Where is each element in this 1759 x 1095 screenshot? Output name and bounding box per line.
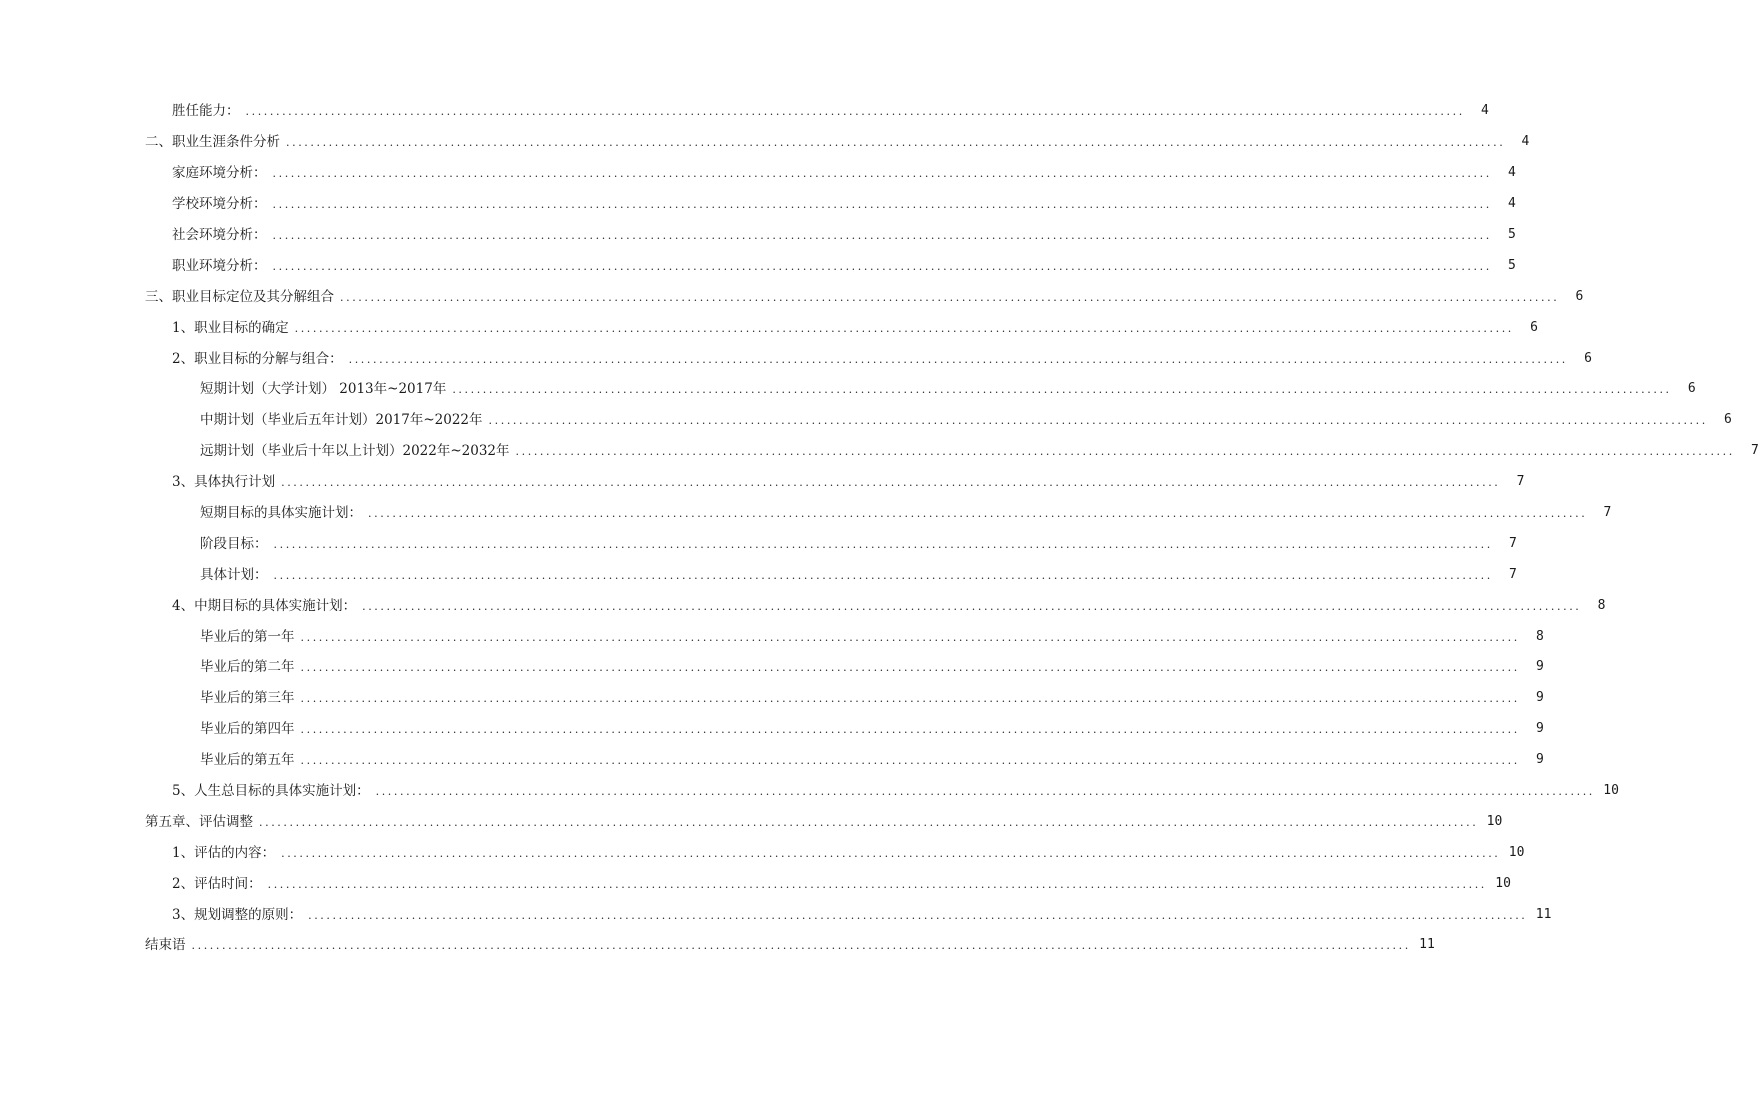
toc-entry-page-number: 9 <box>1536 721 1544 737</box>
toc-entry-page-number: 6 <box>1687 381 1696 397</box>
toc-entry-title: 具体计划： <box>200 566 268 583</box>
toc-entry-page-number: 7 <box>1516 474 1525 490</box>
toc-entry[interactable] <box>0 127 1530 158</box>
toc-entry[interactable] <box>0 467 1525 498</box>
toc-entry-page-number: 4 <box>1481 103 1489 119</box>
dot-leader: ........................................................................................................................................................................................................ <box>286 136 1506 150</box>
dot-leader: ........................................................................................................................................................................................................ <box>273 537 1493 551</box>
dot-leader: ........................................................................................................................................................................................................ <box>515 445 1735 459</box>
toc-entry[interactable] <box>0 837 1525 868</box>
toc-entry[interactable] <box>0 528 1517 559</box>
toc-entry-page-number: 5 <box>1508 257 1516 273</box>
toc-entry-title: 阶段目标： <box>200 535 268 552</box>
toc-entry[interactable] <box>0 652 1544 683</box>
toc-entry-page-number: 7 <box>1509 535 1517 551</box>
dot-leader: ........................................................................................................................................................................................................ <box>273 568 1493 582</box>
toc-entry-title: 结束语 <box>145 937 186 954</box>
toc-entry[interactable] <box>0 436 1759 467</box>
dot-leader: ........................................................................................................................................................................................................ <box>272 167 1492 181</box>
dot-leader: ........................................................................................................................................................................................................ <box>245 105 1465 119</box>
toc-entry[interactable] <box>0 374 1696 405</box>
toc-entry-page-number: 9 <box>1536 752 1544 768</box>
dot-leader: ........................................................................................................................................................................................................ <box>191 939 1411 953</box>
toc-entry-title: 毕业后的第二年 <box>200 659 295 676</box>
toc-entry-page-number: 9 <box>1536 659 1544 675</box>
dot-leader: ........................................................................................................................................................................................................ <box>308 908 1528 922</box>
toc-entry-page-number: 5 <box>1508 227 1516 242</box>
dot-leader: ........................................................................................................................................................................................................ <box>272 198 1492 212</box>
toc-entry-title: 二、职业生涯条件分析 <box>145 134 280 151</box>
dot-leader: ........................................................................................................................................................................................................ <box>452 383 1672 397</box>
dot-leader: ........................................................................................................................................................................................................ <box>300 692 1520 706</box>
toc-entry-page-number: 4 <box>1508 165 1516 181</box>
toc-entry[interactable] <box>0 776 1619 807</box>
toc-entry[interactable] <box>0 590 1606 621</box>
toc-entry-title: 5、人生总目标的具体实施计划： <box>172 783 370 800</box>
toc-entry-page-number: 11 <box>1419 937 1435 953</box>
toc-entry-page-number: 4 <box>1521 134 1530 150</box>
toc-entry-page-number: 7 <box>1509 566 1517 582</box>
toc-entry-title: 2、职业目标的分解与组合： <box>172 350 343 367</box>
toc-entry-title: 毕业后的第三年 <box>200 690 295 707</box>
toc-entry-title: 毕业后的第一年 <box>200 628 295 645</box>
toc-entry-page-number: 10 <box>1603 783 1619 799</box>
toc-entry-page-number: 6 <box>1724 412 1732 428</box>
dot-leader: ........................................................................................................................................................................................................ <box>300 754 1520 768</box>
dot-leader: ........................................................................................................................................................................................................ <box>281 846 1501 860</box>
toc-entry-title: 1、职业目标的确定 <box>172 319 289 336</box>
toc-entry[interactable] <box>0 158 1516 189</box>
toc-entry-title: 4、中期目标的具体实施计划： <box>172 597 357 614</box>
toc-entry[interactable] <box>0 312 1538 343</box>
toc-entry[interactable] <box>0 899 1552 930</box>
toc-entry[interactable] <box>0 683 1544 714</box>
toc-entry-page-number: 10 <box>1495 875 1511 891</box>
toc-entry[interactable] <box>0 343 1592 374</box>
toc-entry-title: 短期目标的具体实施计划： <box>200 505 362 522</box>
toc-entry-title: 短期计划（大学计划） 2013年~2017年 <box>200 381 447 398</box>
toc-entry-page-number: 6 <box>1575 288 1584 304</box>
dot-leader: ........................................................................................................................................................................................................ <box>259 815 1479 829</box>
toc-entry-page-number: 10 <box>1486 813 1503 829</box>
dot-leader: ........................................................................................................................................................................................................ <box>362 599 1582 613</box>
table-of-contents <box>0 96 1759 961</box>
dot-leader: ........................................................................................................................................................................................................ <box>375 785 1595 799</box>
dot-leader: ........................................................................................................................................................................................................ <box>281 476 1501 490</box>
toc-entry[interactable] <box>0 806 1503 837</box>
dot-leader: ........................................................................................................................................................................................................ <box>340 290 1560 304</box>
dot-leader: ........................................................................................................................................................................................................ <box>272 229 1492 242</box>
dot-leader: ........................................................................................................................................................................................................ <box>368 507 1588 521</box>
toc-entry-title: 1、评估的内容： <box>172 844 276 861</box>
toc-entry-title: 远期计划（毕业后十年以上计划）2022年~2032年 <box>200 443 510 460</box>
toc-entry[interactable] <box>0 498 1612 529</box>
toc-entry[interactable] <box>0 250 1516 281</box>
toc-entry-title: 第五章、评估调整 <box>145 813 253 830</box>
toc-entry[interactable] <box>0 745 1544 776</box>
dot-leader: ........................................................................................................................................................................................................ <box>300 723 1520 737</box>
toc-entry[interactable] <box>0 220 1516 251</box>
toc-entry-page-number: 9 <box>1536 690 1544 706</box>
dot-leader: ........................................................................................................................................................................................................ <box>300 630 1520 644</box>
toc-entry-page-number: 6 <box>1530 319 1538 335</box>
dot-leader: ........................................................................................................................................................................................................ <box>267 877 1487 891</box>
dot-leader: ........................................................................................................................................................................................................ <box>294 321 1514 335</box>
toc-entry-title: 2、评估时间： <box>172 875 262 892</box>
dot-leader: ........................................................................................................................................................................................................ <box>300 661 1520 675</box>
dot-leader: ........................................................................................................................................................................................................ <box>272 259 1492 273</box>
dot-leader: ........................................................................................................................................................................................................ <box>348 352 1568 366</box>
toc-entry[interactable] <box>0 96 1489 127</box>
dot-leader: ........................................................................................................................................................................................................ <box>488 414 1708 428</box>
toc-entry-title: 家庭环境分析： <box>172 165 267 182</box>
toc-entry-title: 3、规划调整的原则： <box>172 906 303 923</box>
toc-entry-page-number: 7 <box>1751 443 1759 459</box>
toc-entry-page-number: 4 <box>1508 196 1516 212</box>
toc-entry-title: 中期计划（毕业后五年计划）2017年~2022年 <box>200 412 483 429</box>
toc-entry-title: 3、具体执行计划 <box>172 474 276 491</box>
toc-entry-page-number: 7 <box>1603 505 1612 521</box>
toc-entry-page-number: 11 <box>1535 906 1552 922</box>
toc-entry-page-number: 10 <box>1508 844 1525 860</box>
toc-entry[interactable] <box>0 559 1517 590</box>
toc-entry-title: 毕业后的第四年 <box>200 721 295 738</box>
toc-entry[interactable] <box>0 930 1435 961</box>
toc-entry[interactable] <box>0 621 1544 652</box>
toc-entry-page-number: 8 <box>1597 597 1606 613</box>
toc-entry[interactable] <box>0 868 1511 899</box>
toc-entry[interactable] <box>0 281 1584 312</box>
toc-entry-page-number: 8 <box>1536 628 1544 644</box>
toc-entry[interactable] <box>0 405 1732 436</box>
toc-entry-title: 社会环境分析： <box>172 227 267 243</box>
toc-entry-title: 毕业后的第五年 <box>200 752 295 769</box>
toc-entry-title: 胜任能力： <box>172 103 240 120</box>
toc-entry-title: 三、职业目标定位及其分解组合 <box>145 288 334 305</box>
toc-entry[interactable] <box>0 714 1544 745</box>
toc-entry-title: 学校环境分析： <box>172 196 267 213</box>
toc-entry-title: 职业环境分析： <box>172 257 267 274</box>
toc-entry[interactable] <box>0 189 1516 220</box>
toc-entry-page-number: 6 <box>1584 350 1592 366</box>
